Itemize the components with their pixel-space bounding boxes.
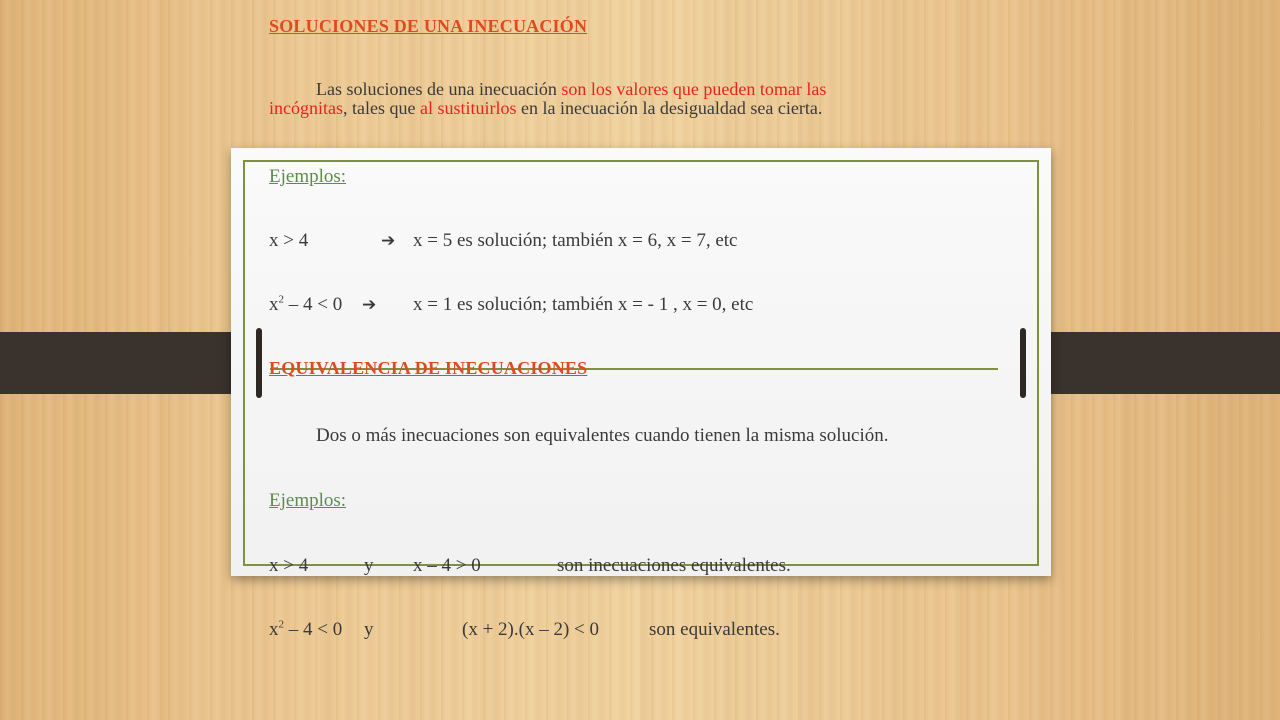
eq-example-2-a	[269, 619, 342, 641]
eq-example-1-a: x > 4	[269, 555, 309, 576]
right-arrow-icon: ➔	[362, 295, 377, 315]
section-title-soluciones: SOLUCIONES DE UNA INECUACIÓN	[269, 16, 588, 36]
eq-example-2-c: son equivalentes.	[649, 619, 780, 640]
eq-example-2-y: y	[364, 619, 374, 640]
example-2-base: x	[269, 294, 279, 315]
right-arrow-icon: ➔	[381, 231, 396, 251]
definition-highlight: son los valores que pueden tomar las	[561, 79, 827, 99]
bar-cap-right	[1020, 328, 1026, 398]
example-1-inequality: x > 4	[269, 230, 309, 251]
definition-text: en la inecuación la desigualdad sea cierta.	[516, 98, 823, 118]
examples-label-2: Ejemplos:	[269, 490, 347, 511]
definition-line-2	[269, 99, 822, 117]
eq-example-2-b: (x + 2).(x – 2) < 0	[462, 619, 599, 640]
example-1-result: x = 5 es solución; también x = 6, x = 7, etc	[413, 230, 738, 251]
definition-line-1	[316, 80, 826, 98]
definition-text: Las soluciones de una inecuación	[316, 79, 562, 99]
example-2-result: x = 1 es solución; también x = - 1 , x = 0, etc	[413, 294, 754, 315]
example-2-inequality	[269, 294, 342, 316]
example-2-exponent: 2	[278, 293, 284, 306]
decorative-bar-left	[0, 332, 260, 394]
bar-cap-left	[256, 328, 262, 398]
examples-label-1: Ejemplos:	[269, 166, 347, 187]
eq-example-1-y: y	[364, 555, 374, 576]
definition-highlight: al sustituirlos	[419, 98, 517, 118]
eq-example-2-base: x	[269, 619, 279, 640]
decorative-bar-right	[1025, 332, 1280, 394]
eq-example-2-rest: – 4 < 0	[284, 619, 343, 640]
equivalence-definition: Dos o más inecuaciones son equivalentes cuando tienen la misma solución.	[316, 425, 889, 446]
example-2-rest: – 4 < 0	[284, 294, 343, 315]
eq-example-1-b: x – 4 > 0	[413, 555, 481, 576]
eq-example-2-exponent: 2	[278, 618, 284, 631]
definition-highlight: incógnitas	[269, 98, 343, 118]
section-title-equivalencia: EQUIVALENCIA DE INECUACIONES	[269, 358, 588, 378]
eq-example-1-c: son inecuaciones equivalentes.	[557, 555, 791, 576]
definition-text: , tales que	[343, 98, 420, 118]
